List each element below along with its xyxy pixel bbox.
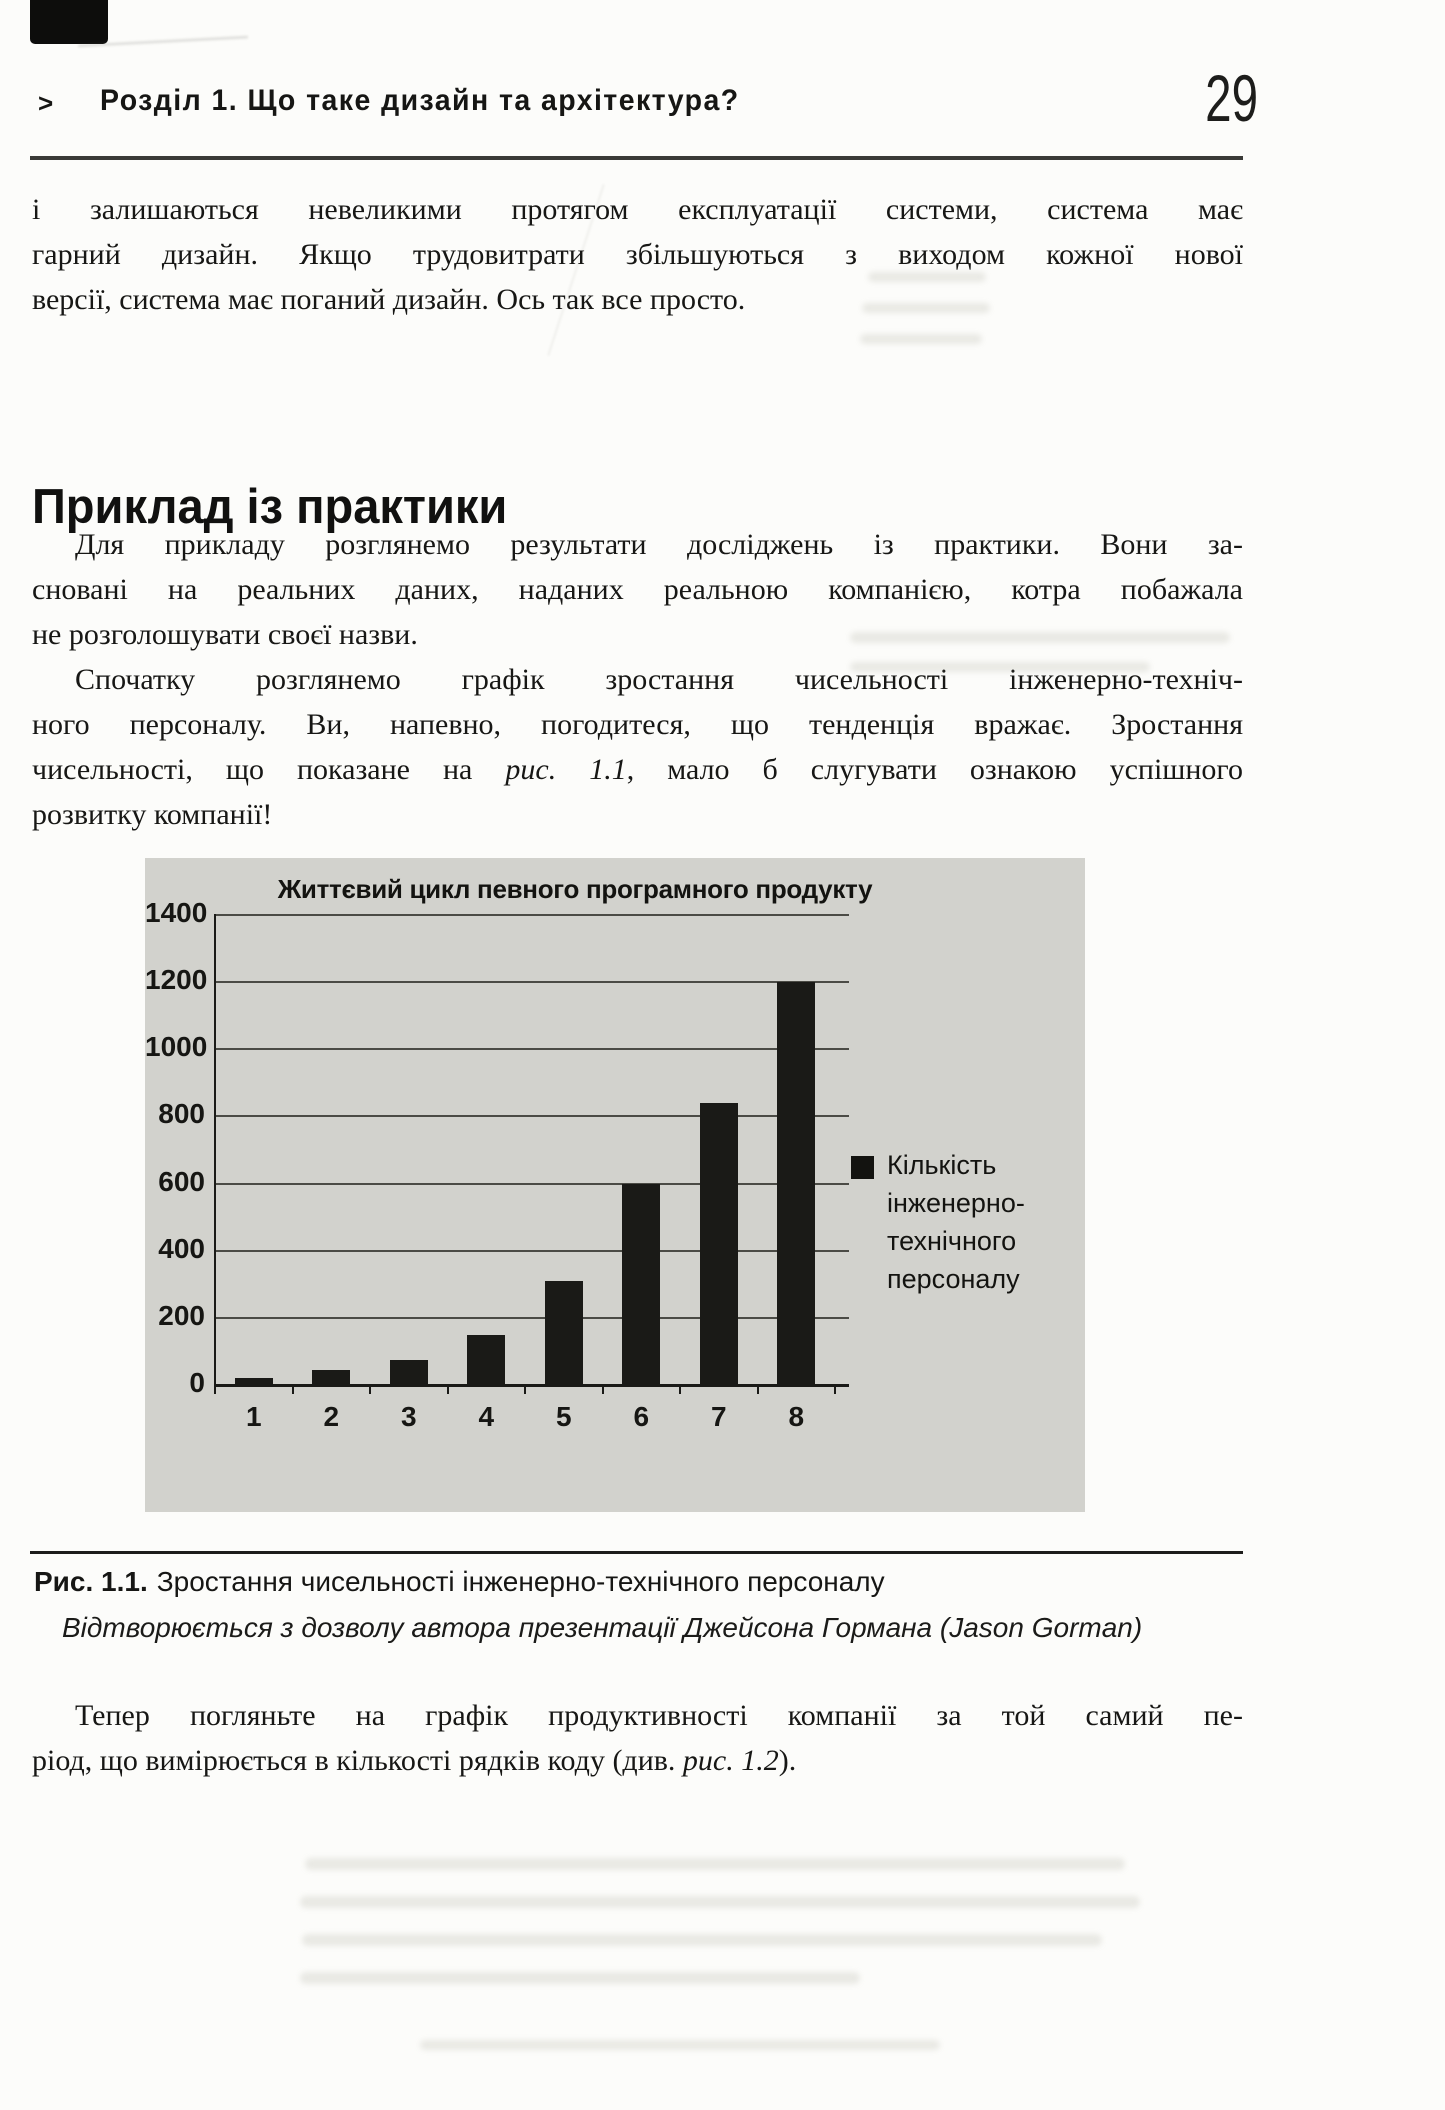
paragraph-line: не розголошувати своєї назви.: [32, 618, 418, 651]
figure-caption: [34, 1566, 885, 1598]
gridline: [215, 1115, 849, 1117]
bar: [467, 1335, 505, 1385]
bleed-through-artifact: [868, 272, 986, 282]
section-heading: Приклад із практики: [32, 479, 508, 534]
y-axis-tick-label: 1000: [145, 1031, 208, 1063]
bar: [622, 1184, 660, 1385]
caption-rule: [30, 1551, 1243, 1554]
x-axis-tick: [447, 1385, 449, 1394]
gridline: [215, 914, 849, 916]
paragraph-text: ріод, що вимірюється в кількості рядків коду (див.: [32, 1744, 683, 1777]
x-axis-tick: [292, 1385, 294, 1394]
figure-reference: рис. 1.2: [682, 1744, 779, 1777]
paragraph-line: Тепер погляньте на графік продуктивності компанії за той самий пе-: [75, 1699, 1243, 1732]
x-axis-tick: [524, 1385, 526, 1394]
paragraph-line: [32, 1741, 1243, 1781]
gridline: [215, 1384, 849, 1387]
page-number: 29: [1205, 61, 1258, 135]
scan-corner-mark: [30, 0, 108, 44]
paragraph-line: гарний дизайн. Якщо трудовитрати збільшуються з виходом кожної нової: [32, 238, 1243, 271]
x-axis-tick-label: 6: [633, 1401, 650, 1432]
legend-label-line: Кількість: [887, 1150, 997, 1180]
paragraph-text: ).: [778, 1744, 797, 1777]
y-axis-tick-label: 600: [158, 1165, 205, 1197]
bleed-through-artifact: [420, 2040, 940, 2050]
y-axis-tick-label: 800: [158, 1098, 205, 1130]
x-axis-tick: [679, 1385, 681, 1394]
bleed-through-artifact: [862, 303, 990, 313]
header-rule: [30, 156, 1243, 160]
paragraph-line: [32, 750, 1243, 790]
y-axis-tick-label: 1200: [145, 964, 208, 996]
y-axis-tick-label: 0: [189, 1367, 205, 1398]
x-axis-tick: [834, 1385, 836, 1394]
x-axis-tick: [757, 1385, 759, 1394]
bar: [312, 1370, 350, 1385]
y-axis-tick-label: 400: [158, 1232, 205, 1264]
figure-reference: рис. 1.1: [505, 753, 627, 786]
figure-caption-text: Зростання чисельності інженерно-технічного персоналу: [156, 1566, 885, 1597]
bleed-through-artifact: [305, 1858, 1125, 1870]
paragraph-line: і залишаються невеликими протягом експлуатації системи, система має: [32, 193, 1243, 226]
paragraph-line: Спочатку розглянемо графік зростання чисельності інженерно-техніч-: [75, 663, 1243, 696]
x-axis-tick-label: 8: [788, 1401, 805, 1432]
paragraph-line: сновані на реальних даних, наданих реальною компанією, котра побажала: [32, 573, 1243, 606]
legend-marker: [851, 1156, 874, 1179]
bleed-through-artifact: [300, 1896, 1140, 1908]
y-axis-tick-label: 1400: [145, 897, 208, 928]
chart-title: Життєвий цикл певного програмного продукту: [277, 874, 873, 904]
bar: [700, 1103, 738, 1385]
gridline: [215, 1250, 849, 1252]
chapter-title: Розділ 1. Що таке дизайн та архітектура?: [100, 84, 740, 117]
figure-chart: [145, 858, 1085, 1512]
y-axis-line: [214, 914, 216, 1394]
bleed-through-artifact: [850, 632, 1230, 643]
x-axis-tick-label: 4: [478, 1401, 495, 1432]
legend-label-line: інженерно-: [887, 1188, 1025, 1218]
x-axis-tick-label: 3: [400, 1401, 417, 1432]
bar: [545, 1281, 583, 1385]
paragraph-text: чисельності, що показане на: [32, 753, 506, 786]
paragraph-line: версії, система має поганий дизайн. Ось так все просто.: [32, 283, 746, 316]
bleed-through-artifact: [302, 1934, 1102, 1946]
x-axis-tick-label: 7: [710, 1401, 727, 1432]
y-axis-tick-label: 200: [158, 1299, 205, 1331]
x-axis-tick: [369, 1385, 371, 1394]
legend-label-line: технічного: [887, 1226, 1017, 1256]
bar: [235, 1378, 273, 1385]
paragraph-line: Для прикладу розглянемо результати досліджень із практики. Вони за-: [75, 528, 1243, 561]
figure-caption-label: Рис. 1.1.: [34, 1566, 148, 1597]
bar: [390, 1360, 428, 1385]
paragraph-text: , мало б слугувати ознакою успішного: [626, 753, 1243, 786]
x-axis-tick-label: 5: [555, 1401, 572, 1432]
x-axis-tick-label: 1: [245, 1401, 262, 1432]
gridline: [215, 1183, 849, 1185]
chapter-marker: >: [38, 88, 54, 118]
figure-credit: Відтворюється з дозволу автора презентації Джейсона Гормана (Jason Gorman): [62, 1612, 1143, 1643]
gridline: [215, 1048, 849, 1050]
paragraph-line: ного персоналу. Ви, напевно, погодитеся, що тенденція вражає. Зростання: [32, 708, 1243, 741]
bleed-through-artifact: [860, 334, 982, 344]
paragraph-line: розвитку компанії!: [32, 798, 273, 831]
gridline: [215, 1317, 849, 1319]
bleed-through-artifact: [300, 1972, 860, 1984]
legend-label-line: персоналу: [887, 1264, 1020, 1294]
bar: [777, 982, 815, 1385]
x-axis-tick: [602, 1385, 604, 1394]
x-axis-tick-label: 2: [323, 1401, 340, 1432]
gridline: [215, 981, 849, 983]
bleed-through-artifact: [850, 662, 1150, 672]
x-axis-tick: [214, 1385, 216, 1394]
